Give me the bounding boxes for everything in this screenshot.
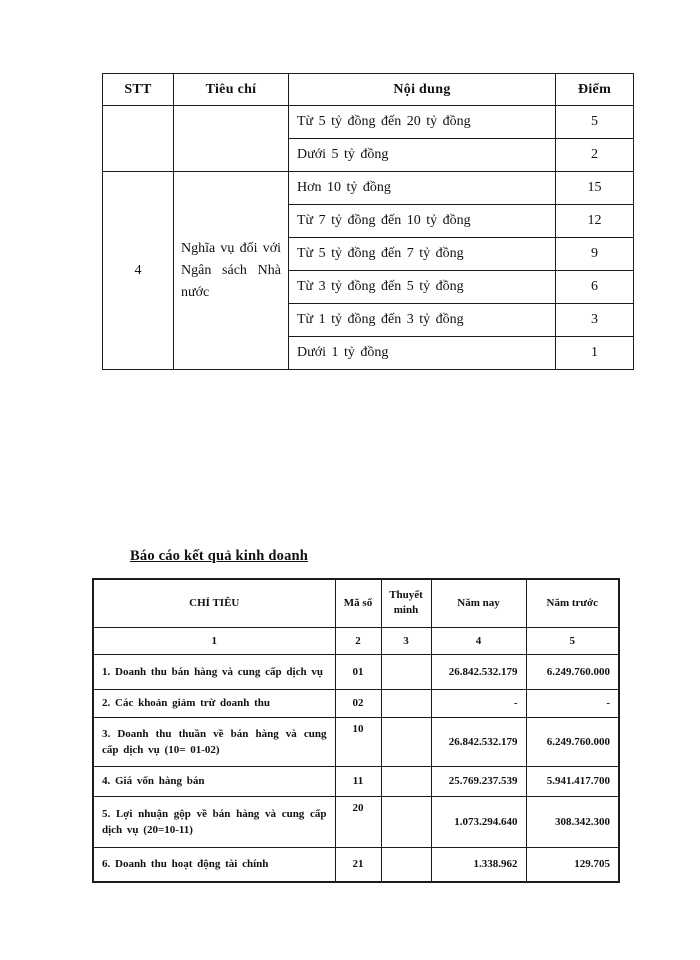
criteria-table	[102, 73, 634, 370]
diem-cell: 12	[556, 205, 634, 238]
nam-truoc-cell: 129.705	[526, 847, 619, 882]
diem-cell: 15	[556, 172, 634, 205]
tieu-chi-cell: Nghĩa vụ đối với Ngân sách Nhà nước	[174, 172, 289, 370]
noi-dung-cell: Từ 1 tỷ đồng đến 3 tỷ đồng	[289, 304, 556, 337]
stt-cell: 4	[103, 172, 174, 370]
noi-dung-cell: Từ 5 tỷ đồng đến 20 tỷ đồng	[289, 106, 556, 139]
ma-so-cell: 20	[335, 796, 381, 847]
report-row	[93, 689, 619, 717]
diem-cell: 5	[556, 106, 634, 139]
criteria-row	[103, 106, 634, 139]
chi-tieu-cell: 1. Doanh thu bán hàng và cung cấp dịch vụ	[93, 654, 335, 689]
report-title: Báo cáo kết quả kinh doanh	[130, 548, 309, 564]
header-nam-nay: Năm nay	[431, 579, 526, 627]
nam-truoc-cell: 5.941.417.700	[526, 766, 619, 796]
nam-truoc-cell: -	[526, 689, 619, 717]
ma-so-cell: 11	[335, 766, 381, 796]
col-index-cell: 4	[431, 627, 526, 654]
col-index-cell: 5	[526, 627, 619, 654]
report-row	[93, 796, 619, 847]
column-index-row	[93, 627, 619, 654]
header-noi-dung: Nội dung	[289, 74, 556, 106]
nam-truoc-cell: 308.342.300	[526, 796, 619, 847]
noi-dung-cell: Dưới 5 tỷ đồng	[289, 139, 556, 172]
header-tieu-chi: Tiêu chí	[174, 74, 289, 106]
report-table-container	[92, 578, 620, 883]
ma-so-cell: 21	[335, 847, 381, 882]
ma-so-cell: 02	[335, 689, 381, 717]
nam-nay-cell: -	[431, 689, 526, 717]
nam-nay-cell: 26.842.532.179	[431, 717, 526, 766]
report-row	[93, 766, 619, 796]
nam-nay-cell: 1.338.962	[431, 847, 526, 882]
col-index-cell: 3	[381, 627, 431, 654]
report-table	[92, 578, 620, 883]
header-ma-so: Mã số	[335, 579, 381, 627]
chi-tieu-cell: 6. Doanh thu hoạt động tài chính	[93, 847, 335, 882]
nam-nay-cell: 26.842.532.179	[431, 654, 526, 689]
header-nam-truoc: Năm trước	[526, 579, 619, 627]
chi-tieu-cell: 5. Lợi nhuận gộp về bán hàng và cung cấp dịch vụ (20=10-11)	[93, 796, 335, 847]
criteria-row	[103, 172, 634, 205]
chi-tieu-cell: 3. Doanh thu thuần về bán hàng và cung cấp dịch vụ (10= 01-02)	[93, 717, 335, 766]
noi-dung-cell: Từ 7 tỷ đồng đến 10 tỷ đồng	[289, 205, 556, 238]
header-thuyet-minh: Thuyết minh	[381, 579, 431, 627]
header-chi-tieu: CHỈ TIÊU	[93, 579, 335, 627]
thuyet-minh-cell	[381, 654, 431, 689]
noi-dung-cell: Hơn 10 tỷ đồng	[289, 172, 556, 205]
report-header-row	[93, 579, 619, 627]
diem-cell: 1	[556, 337, 634, 370]
noi-dung-cell: Dưới 1 tỷ đồng	[289, 337, 556, 370]
chi-tieu-cell: 2. Các khoản giảm trừ doanh thu	[93, 689, 335, 717]
nam-truoc-cell: 6.249.760.000	[526, 654, 619, 689]
thuyet-minh-cell	[381, 847, 431, 882]
col-index-cell: 1	[93, 627, 335, 654]
diem-cell: 6	[556, 271, 634, 304]
criteria-header-row	[103, 74, 634, 106]
diem-cell: 2	[556, 139, 634, 172]
ma-so-cell: 01	[335, 654, 381, 689]
col-index-cell: 2	[335, 627, 381, 654]
chi-tieu-cell: 4. Giá vốn hàng bán	[93, 766, 335, 796]
diem-cell: 3	[556, 304, 634, 337]
tieu-chi-empty-cell	[174, 106, 289, 172]
thuyet-minh-cell	[381, 766, 431, 796]
stt-empty-cell	[103, 106, 174, 172]
report-row	[93, 717, 619, 766]
ma-so-cell: 10	[335, 717, 381, 766]
thuyet-minh-cell	[381, 717, 431, 766]
noi-dung-cell: Từ 3 tỷ đồng đến 5 tỷ đồng	[289, 271, 556, 304]
header-stt: STT	[103, 74, 174, 106]
thuyet-minh-cell	[381, 689, 431, 717]
diem-cell: 9	[556, 238, 634, 271]
report-row	[93, 654, 619, 689]
criteria-table-container	[102, 73, 634, 370]
nam-nay-cell: 25.769.237.539	[431, 766, 526, 796]
report-row	[93, 847, 619, 882]
noi-dung-cell: Từ 5 tỷ đồng đến 7 tỷ đồng	[289, 238, 556, 271]
nam-truoc-cell: 6.249.760.000	[526, 717, 619, 766]
header-diem: Điểm	[556, 74, 634, 106]
nam-nay-cell: 1.073.294.640	[431, 796, 526, 847]
thuyet-minh-cell	[381, 796, 431, 847]
